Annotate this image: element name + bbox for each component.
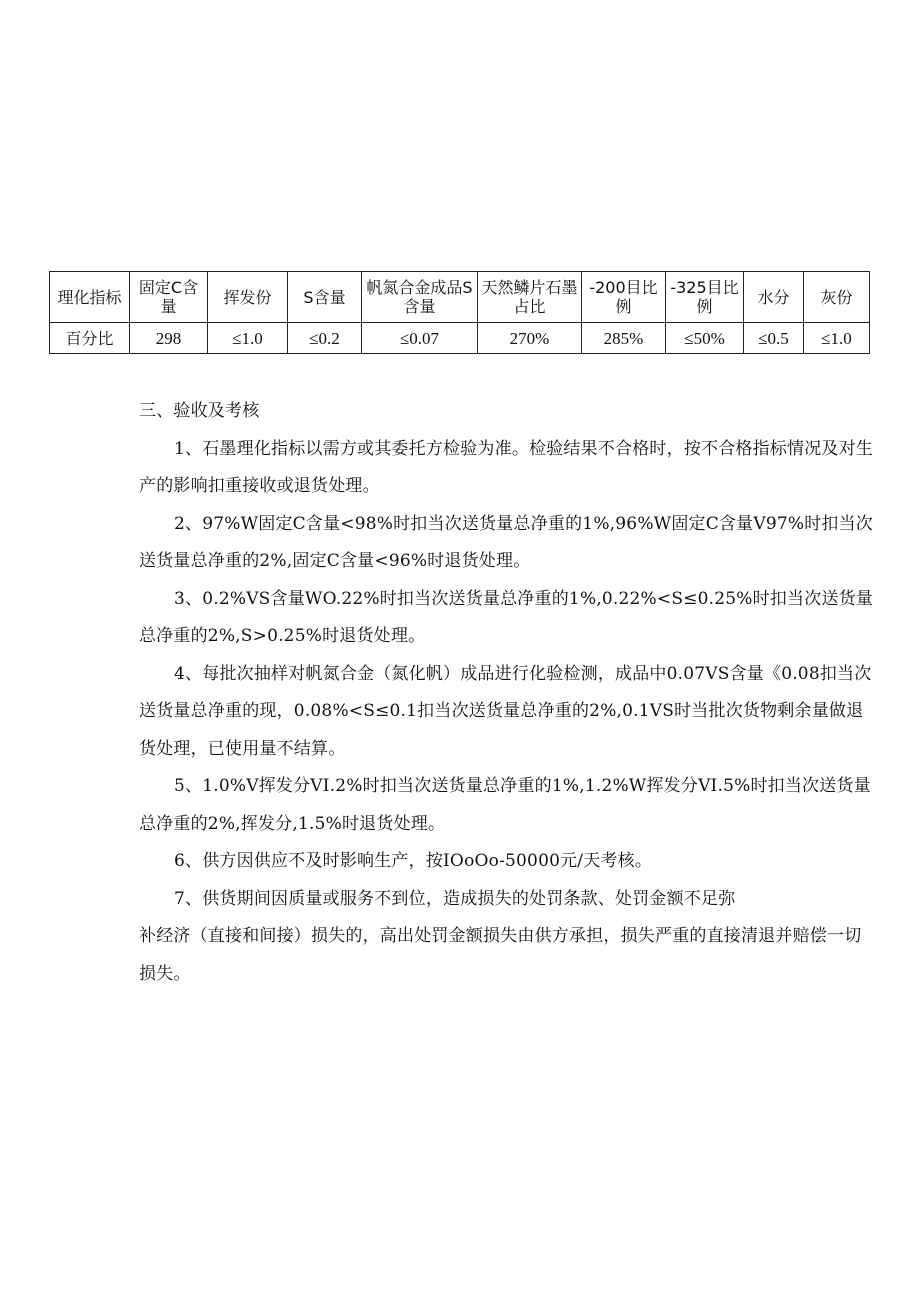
header-cell: 帆氮合金成品S含量 [362,272,478,323]
clause-4: 4、每批次抽样对帆氮合金（氮化帆）成品进行化验检测，成品中0.07VS含量《0.08扣当次送货量总净重的现，0.08%<S≤0.1扣当次送货量总净重的2%,0.1VS时当批次货物剩余量做退货处理，已使用量不结算。 [139,663,872,759]
clause-6: 6、供方因供应不及时影响生产，按IOoOo-50000元/天考核。 [174,851,653,871]
header-cell: 挥发份 [208,272,288,323]
section-heading: 三、验收及考核 [139,401,260,421]
value-cell: ≤0.07 [362,323,478,354]
value-cell: ≤1.0 [804,323,870,354]
value-cell: 285% [582,323,666,354]
value-cell: ≤0.5 [744,323,804,354]
header-cell: S含量 [288,272,362,323]
header-cell: 理化指标 [50,272,130,323]
header-cell: 固定C含量 [130,272,208,323]
table-header-row [50,272,870,323]
header-cell: 天然鳞片石墨占比 [478,272,582,323]
header-cell: -200目比例 [582,272,666,323]
value-cell: 298 [130,323,208,354]
spec-table [49,271,870,354]
clause-2: 2、97%W固定C含量<98%时扣当次送货量总净重的1%,96%W固定C含量V97%时扣当次送货量总净重的2%,固定C含量<96%时退货处理。 [139,513,874,571]
clause-5: 5、1.0%V挥发分VI.2%时扣当次送货量总净重的1%,1.2%W挥发分VI.5%时扣当次送货量总净重的2%,挥发分,1.5%时退货处理。 [139,776,871,834]
table-row [50,323,870,354]
clause-7-continued: 补经济（直接和间接）损失的，高出处罚金额损失由供方承担，损失严重的直接清退并赔偿一切损失。 [139,926,862,984]
value-cell: ≤50% [666,323,744,354]
clause-3: 3、0.2%VS含量WO.22%时扣当次送货量总净重的1%,0.22%<S≤0.25%时扣当次送货量总净重的2%,S>0.25%时退货处理。 [139,588,874,646]
clause-1: 1、石墨理化指标以需方或其委托方检验为准。检验结果不合格时，按不合格指标情况及对生产的影响扣重接收或退货处理。 [139,438,874,496]
clause-7: 7、供货期间因质量或服务不到位，造成损失的处罚条款、处罚金额不足弥 [174,888,736,909]
value-cell: ≤1.0 [208,323,288,354]
header-cell: 灰份 [804,272,870,323]
header-cell: -325目比例 [666,272,744,323]
row-label-cell: 百分比 [50,323,130,354]
header-cell: 水分 [744,272,804,323]
value-cell: ≤0.2 [288,323,362,354]
value-cell: 270% [478,323,582,354]
acceptance-section [139,393,874,993]
